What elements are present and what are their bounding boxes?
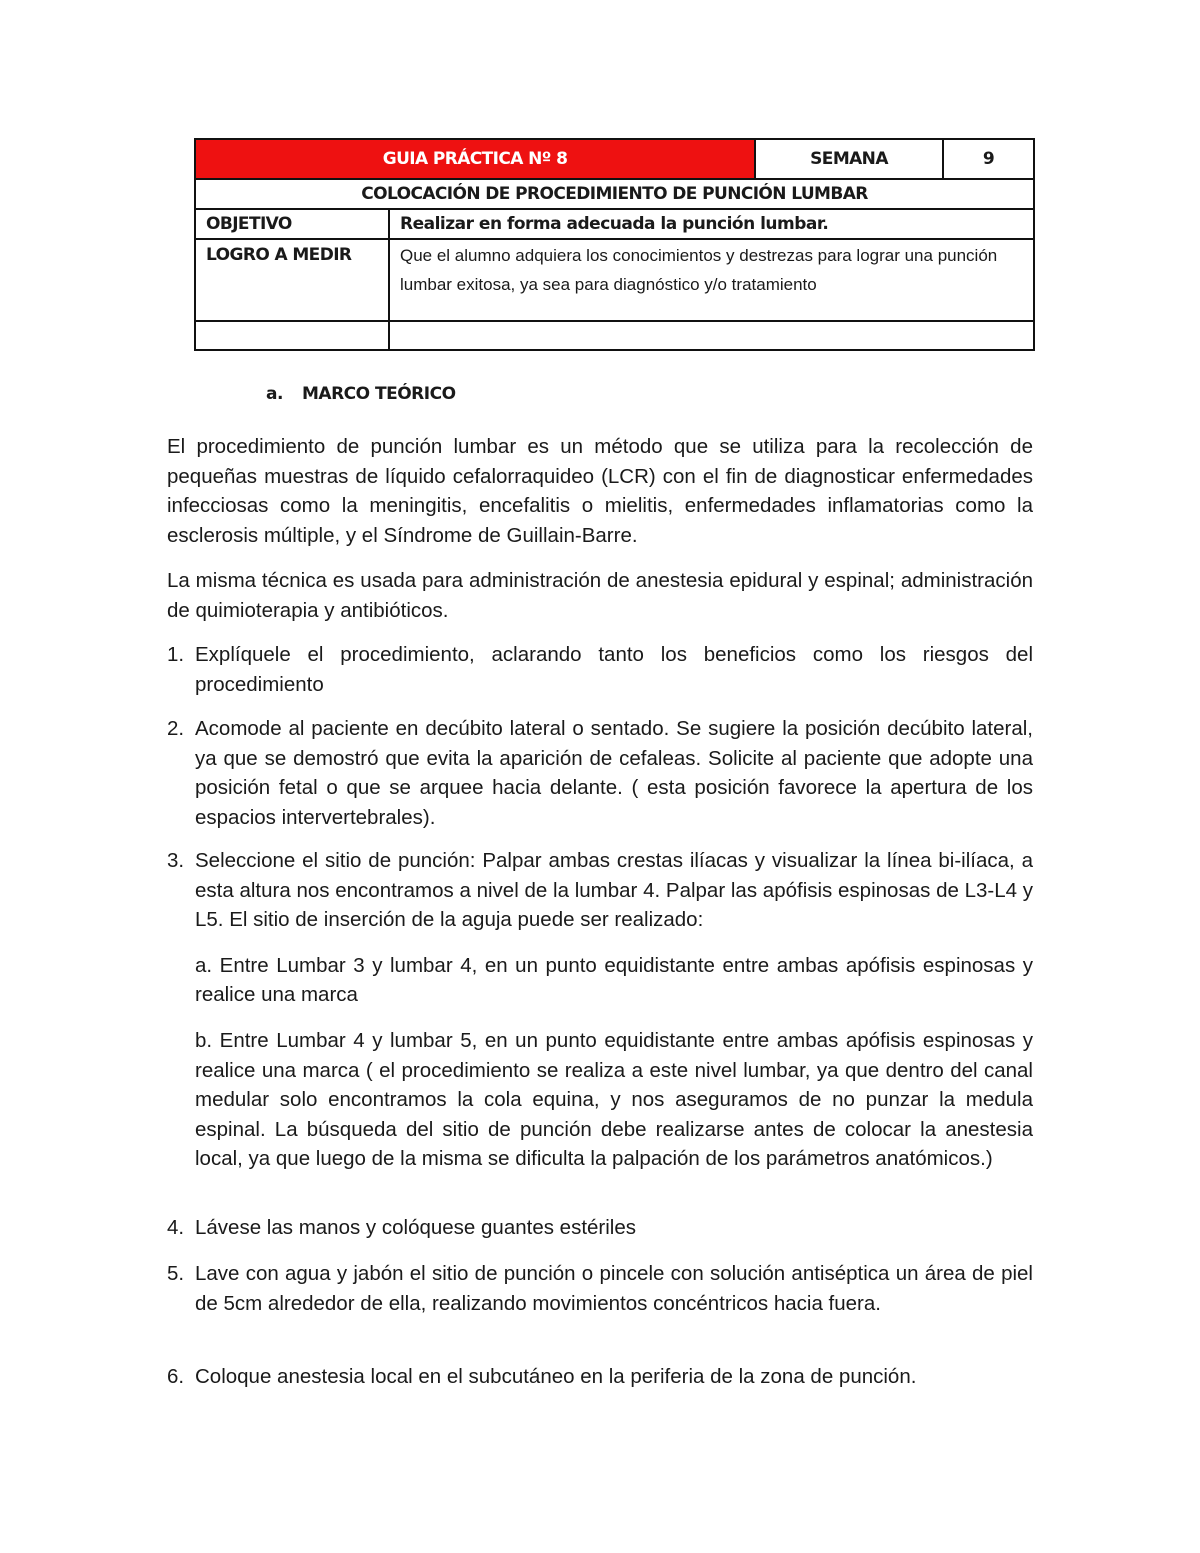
section-title: MARCO TEÓRICO (302, 384, 456, 404)
week-number: 9 (943, 139, 1034, 179)
step-text: Lave con agua y jabón el sitio de punción o pincele con solución antiséptica un área de piel de 5cm alrededor de ella, realizando movimientos concéntricos hacia fuera. (195, 1262, 1033, 1315)
step-number: 2. (167, 717, 185, 740)
step-text: Lávese las manos y colóquese guantes estériles (195, 1216, 637, 1239)
title-row (195, 139, 1034, 179)
section-heading (266, 384, 456, 404)
goal-label: LOGRO A MEDIR (195, 239, 389, 321)
goal-text: Que el alumno adquiera los conocimientos y destrezas para lograr una punción lumbar exitosa, ya sea para diagnóstico y/o tratamiento (389, 239, 1034, 321)
paragraph-intro: El procedimiento de punción lumbar es un método que se utiliza para la recolección de pequeñas muestras de líquido cefalorraquideo (LCR) con el fin de diagnosticar enfermedades infecciosas como la meningitis, encefalitis o mielitis, enfermedades inflamatorias como la esclerosis múltiple, y el Síndrome de Guillain-Barre. (167, 435, 1033, 547)
step-number: 4. (167, 1216, 185, 1239)
list-item (167, 714, 1033, 832)
step-text: Coloque anestesia local en el subcutáneo en la periferia de la zona de punción. (195, 1365, 917, 1388)
empty-row (195, 321, 1034, 350)
list-item (167, 846, 1033, 1174)
empty-cell-left (195, 321, 389, 350)
empty-cell-right (389, 321, 1034, 350)
step-number: 1. (167, 643, 185, 666)
list-item (167, 640, 1033, 699)
step-sub-option-b: b. Entre Lumbar 4 y lumbar 5, en un punto equidistante entre ambas apófisis espinosas y realice una marca ( el procedimiento se realiza a este nivel lumbar, ya que dentro del canal medular solo encontramos la cola equina, y nos aseguramos de no punzar la medula espinal. La búsqueda del sitio de punción debe realizarse antes de colocar la anestesia local, ya que luego de la misma se dificulta la palpación de los parámetros anatómicos.) (195, 1028, 1033, 1171)
subtitle-row (195, 179, 1034, 209)
list-item (167, 1213, 1033, 1243)
step-text: Explíquele el procedimiento, aclarando tanto los beneficios como los riesgos del procedimiento (195, 643, 1033, 696)
guide-title: GUIA PRÁCTICA Nº 8 (195, 139, 755, 179)
objective-text: Realizar en forma adecuada la punción lumbar. (389, 209, 1034, 239)
guide-header-table (194, 138, 1035, 351)
step-sub-option-a: a. Entre Lumbar 3 y lumbar 4, en un punto equidistante entre ambas apófisis espinosas y realice una marca (195, 953, 1033, 1007)
section-letter: a. (266, 384, 283, 404)
step-number: 3. (167, 849, 185, 872)
step-text: Seleccione el sitio de punción: Palpar ambas crestas ilíacas y visualizar la línea bi-ilíaca, a esta altura nos encontramos a nivel de la lumbar 4. Palpar las apófisis espinosas de L3-L4 y L5. El sitio de inserción de la aguja puede ser realizado: (195, 849, 1033, 932)
objective-row (195, 209, 1034, 239)
objective-label: OBJETIVO (195, 209, 389, 239)
step-number: 5. (167, 1262, 185, 1285)
list-item (167, 1259, 1033, 1318)
week-label: SEMANA (755, 139, 943, 179)
goal-row (195, 239, 1034, 321)
step-text: Acomode al paciente en decúbito lateral o sentado. Se sugiere la posición decúbito lateral, ya que se demostró que evita la aparición de cefaleas. Solicite al paciente que adopte una posición fetal o que se arquee hacia delante. ( esta posición favorece la apertura de los espacios intervertebrales). (195, 717, 1033, 829)
procedure-title: COLOCACIÓN DE PROCEDIMIENTO DE PUNCIÓN LUMBAR (195, 179, 1034, 209)
list-item (167, 1362, 1033, 1392)
paragraph-uses: La misma técnica es usada para administración de anestesia epidural y espinal; administración de quimioterapia y antibióticos. (167, 569, 1033, 622)
step-number: 6. (167, 1365, 185, 1388)
